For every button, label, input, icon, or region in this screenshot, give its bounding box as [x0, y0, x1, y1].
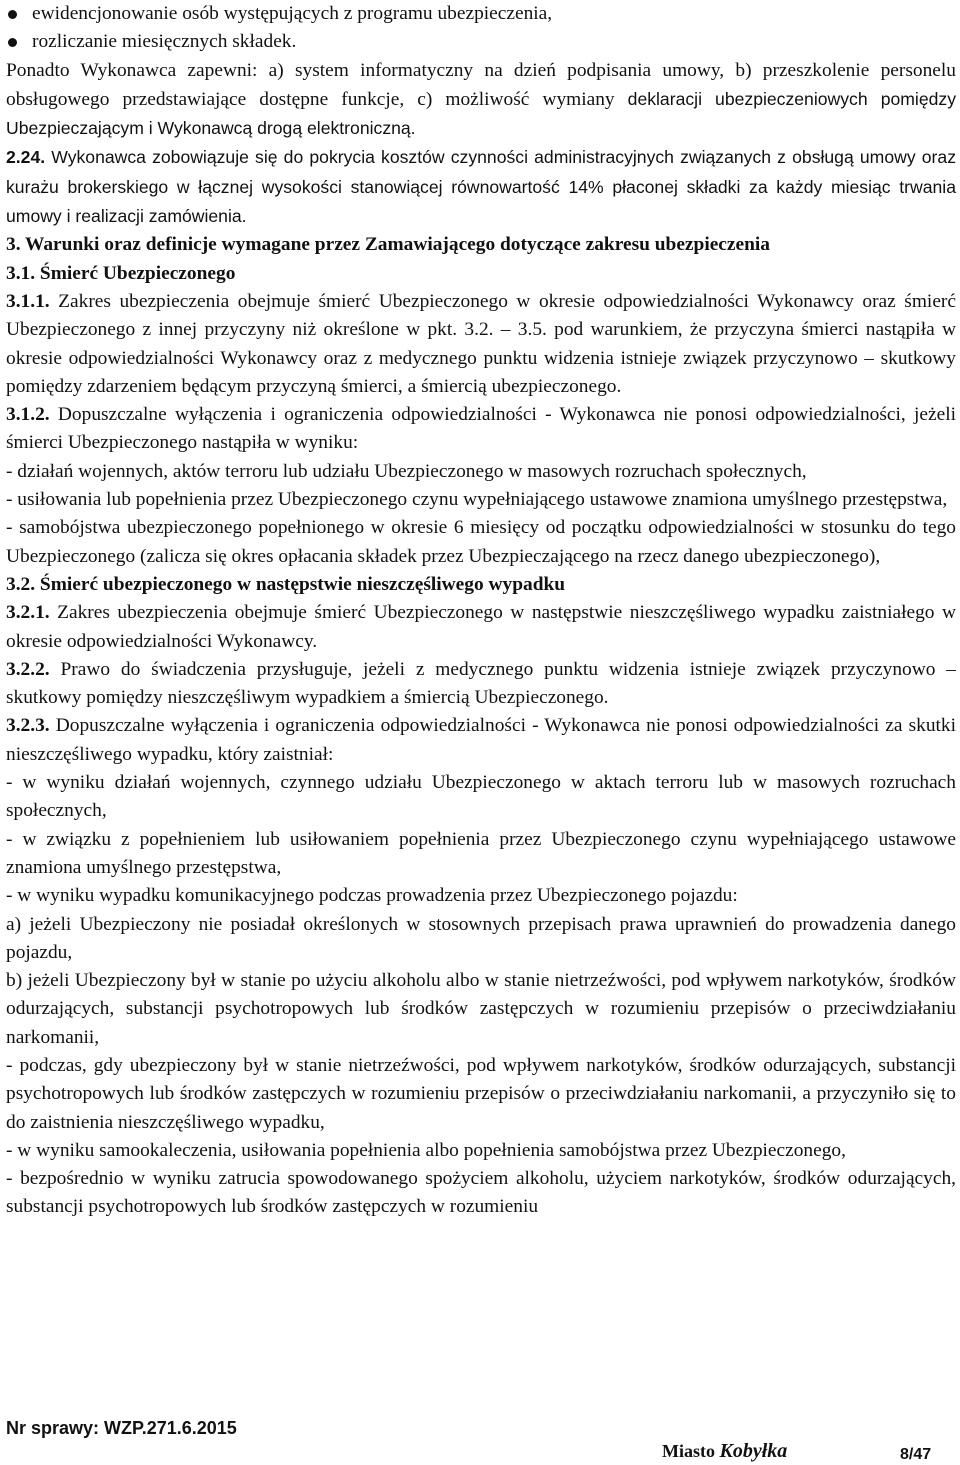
- section-3-2-3: [6, 712, 956, 769]
- list-item: - bezpośrednio w wyniku zatrucia spowodowanego spożyciem alkoholu, użyciem narkotyków, środków odurzających, substancji psychotropowych lub środków zastępczych w rozumieniu: [6, 1168, 956, 1218]
- section-text: Wykonawca zobowiązuje się do pokrycia kosztów czynności administracyjnych związanych z obsługą umowy oraz kurażu brokerskiego w łącznej wysokości stanowiącej równowartość 14% płaconej składki za każdy miesiąc trwania umowy i realizacji zamówienia.: [6, 147, 956, 227]
- city-name: Kobyłka: [719, 1440, 788, 1462]
- section-number: 2.24.: [6, 147, 46, 168]
- heading-3-2: 3.2. Śmierć ubezpieczonego w następstwie nieszczęśliwego wypadku: [6, 573, 566, 595]
- section-text: Prawo do świadczenia przysługuje, jeżeli z medycznego punktu widzenia istnieje związek przyczynowo – skutkowy pomiędzy nieszczęśliwym wypadkiem a śmiercią Ubezpieczonego.: [6, 658, 956, 709]
- bullet-list: [6, 0, 956, 57]
- paragraph-ponadto: [6, 57, 956, 144]
- section-number: 3.1.2.: [6, 404, 50, 426]
- city-prefix: Miasto: [662, 1441, 720, 1461]
- section-text: Zakres ubezpieczenia obejmuje śmierć Ubezpieczonego w okresie odpowiedzialności Wykonawcy oraz śmierć Ubezpieczonego z innej przyczyny niż określone w pkt. 3.2. – 3.5. pod warunkiem, że przyczyna śmierci nastąpiła w okresie odpowiedzialności Wykonawcy oraz z medycznego punktu widzenia istnieje związek przyczynowo – skutkowy pomiędzy zdarzeniem będącym przyczyną śmierci, a śmiercią ubezpieczonego.: [6, 290, 956, 397]
- page-number: 8/47: [900, 1446, 932, 1463]
- section-3-2-1: [6, 599, 956, 656]
- footer-city: [662, 1440, 787, 1463]
- list-item: - w wyniku działań wojennych, czynnego udziału Ubezpieczonego w aktach terroru lub w masowych rozruchach społecznych,: [6, 772, 956, 822]
- bullet-item: ewidencjonowanie osób występujących z programu ubezpieczenia,: [6, 0, 956, 28]
- list-item: - podczas, gdy ubezpieczony był w stanie nietrzeźwości, pod wpływem narkotyków, środków odurzających, substancji psychotropowych lub środków zastępczych w rozumieniu przepisów o przeciwdziałaniu narkomanii, a przyczyniło się to do zaistnienia nieszczęśliwego wypadku,: [6, 1054, 956, 1133]
- case-number: Nr sprawy: WZP.271.6.2015: [6, 1418, 237, 1438]
- section-text: Zakres ubezpieczenia obejmuje śmierć Ubezpieczonego w następstwie nieszczęśliwego wypadku zaistniałego w okresie odpowiedzialności Wykonawcy.: [6, 602, 956, 652]
- heading-3: 3. Warunki oraz definicje wymagane przez Zamawiającego dotyczące zakresu ubezpieczenia: [6, 234, 770, 256]
- list-item: - działań wojennych, aktów terroru lub udziału Ubezpieczonego w masowych rozruchach społecznych,: [6, 460, 807, 482]
- document-body: [6, 0, 956, 1222]
- section-text: Dopuszczalne wyłączenia i ograniczenia odpowiedzialności - Wykonawca nie ponosi odpowiedzialności za skutki nieszczęśliwego wypadku, który zaistniał:: [6, 715, 956, 765]
- section-number: 3.2.1.: [6, 602, 50, 624]
- list-item: - samobójstwa ubezpieczonego popełnionego w okresie 6 miesięcy od początku odpowiedzialności w stosunku do tego Ubezpieczonego (zalicza się okres opłacania składek przez Ubezpieczającego na rzecz danego ubezpieczonego),: [6, 517, 956, 567]
- list-item: a) jeżeli Ubezpieczony nie posiadał określonych w stosownych przepisach prawa uprawnień do prowadzenia danego pojazdu,: [6, 913, 956, 963]
- heading-3-1: 3.1. Śmierć Ubezpieczonego: [6, 262, 236, 284]
- list-item: - w wyniku samookaleczenia, usiłowania popełnienia albo popełnienia samobójstwa przez Ubezpieczonego,: [6, 1139, 846, 1161]
- list-item: - w związku z popełnieniem lub usiłowaniem popełnienia przez Ubezpieczonego czynu wypełniającego ustawowe znamiona umyślnego przestępstwa,: [6, 828, 956, 878]
- section-3-1-1: [6, 288, 956, 401]
- section-number: 3.2.2.: [6, 658, 50, 680]
- paragraph-ponadto-part-1: Ponadto Wykonawca zapewni: a) system informatyczny na dzień podpisania umowy, b) przeszkolenie personelu obsługowego przedstawiające dostępne funkcje, c) możliwość wymiany: [6, 59, 956, 110]
- section-number: 3.1.1.: [6, 290, 50, 312]
- section-3-2-2: [6, 656, 956, 713]
- section-text: Dopuszczalne wyłączenia i ograniczenia odpowiedzialności - Wykonawca nie ponosi odpowiedzialności, jeżeli śmierci Ubezpieczonego nastąpiła w wyniku:: [6, 404, 956, 454]
- list-item: - w wyniku wypadku komunikacyjnego podczas prowadzenia przez Ubezpieczonego pojazdu:: [6, 885, 738, 907]
- list-item: b) jeżeli Ubezpieczony był w stanie po użyciu alkoholu albo w stanie nietrzeźwości, pod wpływem narkotyków, środków odurzających, substancji psychotropowych lub środków zastępczych w rozumieniu przepisów o przeciwdziałaniu narkomanii,: [6, 970, 956, 1048]
- bullet-item: rozliczanie miesięcznych składek.: [6, 28, 956, 56]
- section-number: 3.2.3.: [6, 715, 50, 737]
- paragraph-ponadto-part-2: deklaracji ubezpieczeniowych pomiędzy Ubezpieczającym i Wykonawcą drogą elektroniczną.: [6, 88, 957, 139]
- section-2-24: [6, 143, 956, 231]
- section-3-1-2: [6, 401, 956, 458]
- list-item: - usiłowania lub popełnienia przez Ubezpieczonego czynu wypełniającego ustawowe znamiona umyślnego przestępstwa,: [6, 489, 948, 511]
